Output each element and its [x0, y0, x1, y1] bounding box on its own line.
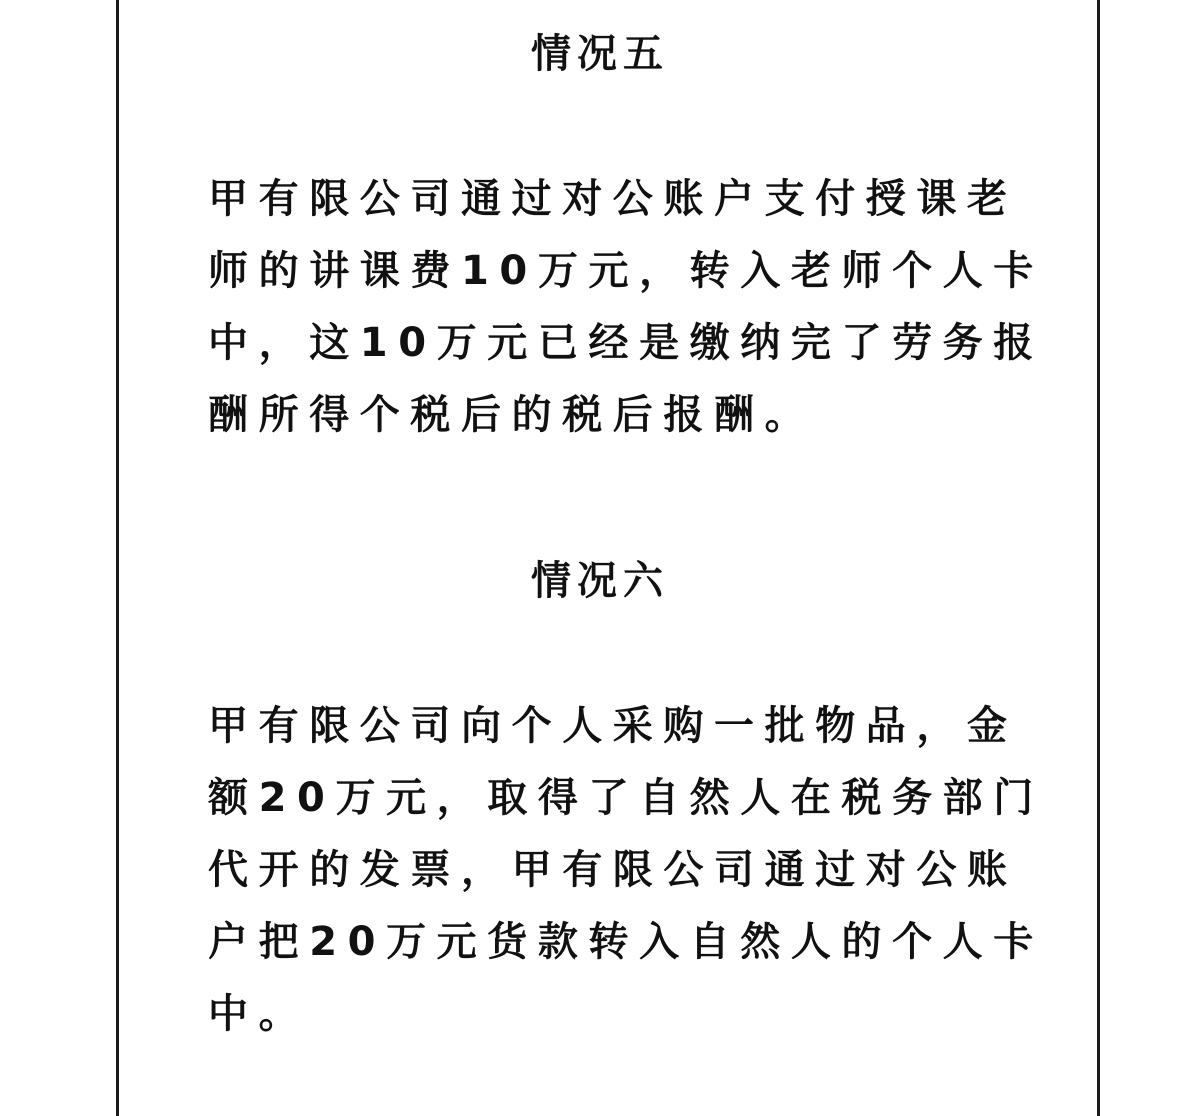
case6-paragraph [208, 690, 1058, 1050]
case6-line-2: 额20万元，取得了自然人在税务部门 [208, 775, 1044, 821]
case5-line-3: 中，这10万元已经是缴纳完了劳务报 [208, 320, 1044, 366]
case6-line-3: 代开的发票，甲有限公司通过对公账 [208, 847, 1018, 893]
case6-heading: 情况六 [531, 558, 669, 604]
case5-line-2: 师的讲课费10万元，转入老师个人卡 [208, 248, 1044, 294]
case6-line-4: 户把20万元货款转入自然人的个人卡 [208, 919, 1044, 965]
case6-line-5: 中。 [208, 991, 310, 1037]
case5-paragraph [208, 163, 1058, 451]
case5-heading: 情况五 [531, 31, 669, 77]
case6-line-1: 甲有限公司向个人采购一批物品，金 [208, 703, 1018, 749]
case5-line-4: 酬所得个税后的税后报酬。 [208, 392, 816, 438]
case5-line-1: 甲有限公司通过对公账户支付授课老 [208, 176, 1018, 222]
